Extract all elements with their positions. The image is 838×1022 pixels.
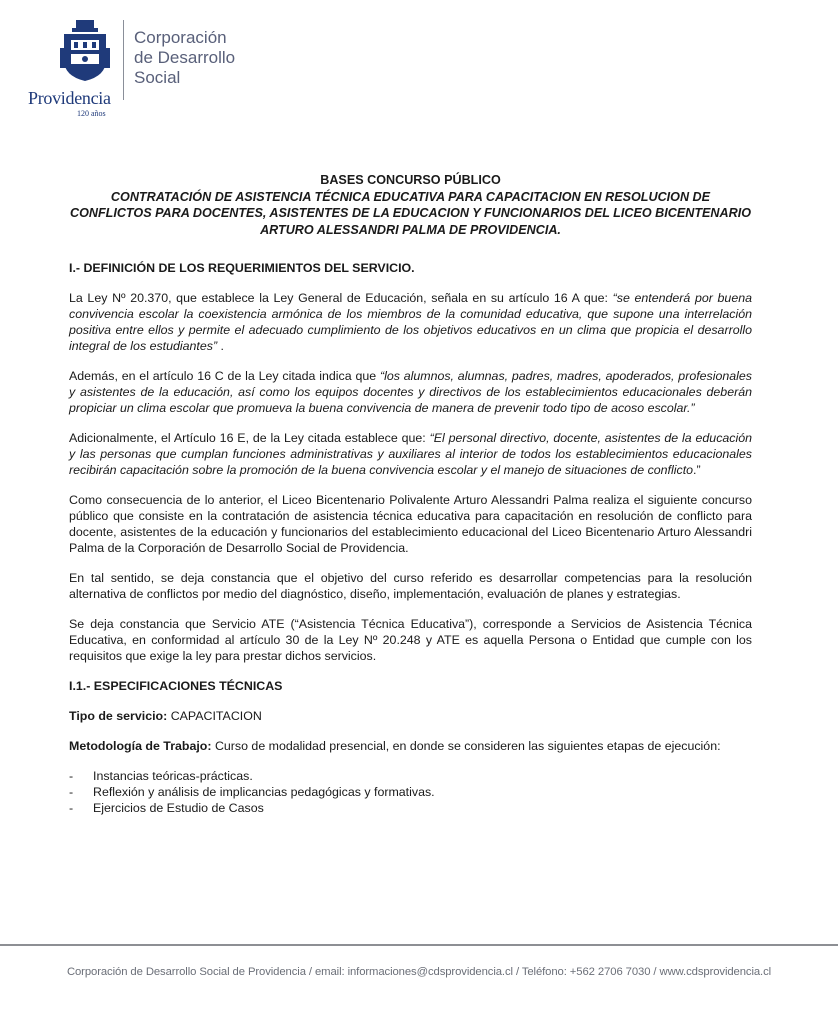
- logo-municipality-name: Providencia: [28, 88, 111, 108]
- paragraph-ley-16c: [69, 368, 752, 416]
- logo-corp-line-1: Corporación: [134, 28, 227, 47]
- paragraph-end: .”: [693, 463, 701, 477]
- footer-divider: [0, 944, 838, 946]
- methodology-value: Curso de modalidad presencial, en donde se consideren las siguientes etapas de ejecución:: [211, 739, 721, 753]
- paragraph-ley-16a: [69, 290, 752, 354]
- title-line-1: BASES CONCURSO PÚBLICO: [320, 173, 501, 187]
- header-logo: [22, 18, 282, 118]
- providencia-crest-icon: [58, 20, 112, 82]
- footer-contact: Corporación de Desarrollo Social de Providencia / email: informaciones@cdsprovidencia.cl / Teléfono: +562 2706 7030 / www.cdsprovidencia.cl: [66, 966, 772, 978]
- service-type-label: Tipo de servicio:: [69, 709, 168, 723]
- document-title: [69, 172, 752, 238]
- methodology: [69, 738, 752, 754]
- title-line-2: CONTRATACIÓN DE ASISTENCIA TÉCNICA EDUCATIVA PARA CAPACITACION EN RESOLUCION DE CONFLICTOS PARA DOCENTES, ASISTENTES DE LA EDUCACION Y FUNCIONARIOS DEL LICEO BICENTENARIO ARTURO ALESSANDRI PALMA DE PROVIDENCIA.: [69, 189, 752, 237]
- methodology-label: Metodología de Trabajo:: [69, 739, 212, 753]
- section-heading-specifications: I.1.- ESPECIFICACIONES TÉCNICAS: [69, 679, 283, 693]
- paragraph-quote: “los alumnos, alumnas, padres, madres, apoderados, profesionales y asistentes de la educación, así como los equipos docentes y directivos de los establecimientos educacionales deberán propiciar un clima escolar que promueva la buena convivencia de manera de prevenir todo tipo de acoso escolar.”: [69, 369, 753, 415]
- paragraph-quote: “se entenderá por buena convivencia escolar la coexistencia armónica de los miembros de la comunidad educativa, que supone una interrelación positiva entre ellos y permite el adecuado cumplimiento de los objetivos educativos en un clima que propicia el desarrollo integral de los estudiantes”: [69, 291, 752, 353]
- document-body: [69, 172, 752, 816]
- list-item: - Reflexión y análisis de implicancias pedagógicas y formativas.: [69, 784, 752, 800]
- logo-anniversary: 120 años: [77, 109, 106, 118]
- paragraph-consequence: Como consecuencia de lo anterior, el Liceo Bicentenario Polivalente Arturo Alessandri Palma realiza el siguiente concurso público que consiste en la contratación de asistencia técnica educativa para capacitación en resolución de conflicto para docente, asistentes de la educación y funcionarios del establecimiento educacional del Liceo Bicentenario Arturo Alessandri Palma de la Corporación de Desarrollo Social de Providencia.: [69, 493, 752, 555]
- paragraph-intro: Además, en el artículo 16 C de la Ley citada indica que: [69, 369, 380, 383]
- methodology-steps-list: [69, 768, 752, 816]
- logo-corp-line-2: de Desarrollo: [134, 48, 236, 67]
- paragraph-quote: “El personal directivo, docente, asistentes de la educación y las personas que cumplan funciones administrativas y auxiliares al interior de todos los establecimientos educacionales recibirán capacitación sobre la promoción de la buena convivencia escolar y el manejo de situaciones de conflicto: [69, 431, 753, 477]
- logo-divider: [123, 20, 124, 100]
- service-type: [69, 708, 752, 724]
- service-type-value: CAPACITACION: [167, 709, 262, 723]
- paragraph-end: .: [217, 339, 224, 353]
- paragraph-ley-16e: [69, 430, 752, 478]
- paragraph-ate-definition: Se deja constancia que Servicio ATE (“Asistencia Técnica Educativa”), corresponde a Servicios de Asistencia Técnica Educativa, en conformidad al artículo 30 de la Ley Nº 20.248 y ATE es aquella Persona o Entidad que cumple con los requisitos que exige la ley para prestar dichos servicios.: [69, 617, 752, 663]
- paragraph-intro: La Ley Nº 20.370, que establece la Ley General de Educación, señala en su artículo 16 A que:: [69, 291, 613, 305]
- list-item: - Instancias teóricas-prácticas.: [69, 768, 752, 784]
- list-item: - Ejercicios de Estudio de Casos: [69, 800, 752, 816]
- section-heading-requirements: I.- DEFINICIÓN DE LOS REQUERIMIENTOS DEL SERVICIO.: [69, 261, 415, 275]
- logo-corp-line-3: Social: [134, 68, 181, 87]
- paragraph-objective: En tal sentido, se deja constancia que el objetivo del curso referido es desarrollar competencias para la resolución alternativa de conflictos por medio del diagnóstico, diseño, implementación, evaluación de planes y estrategias.: [69, 571, 752, 601]
- paragraph-intro: Adicionalmente, el Artículo 16 E, de la Ley citada establece que:: [69, 431, 430, 445]
- logo-corporation-name: [134, 28, 235, 88]
